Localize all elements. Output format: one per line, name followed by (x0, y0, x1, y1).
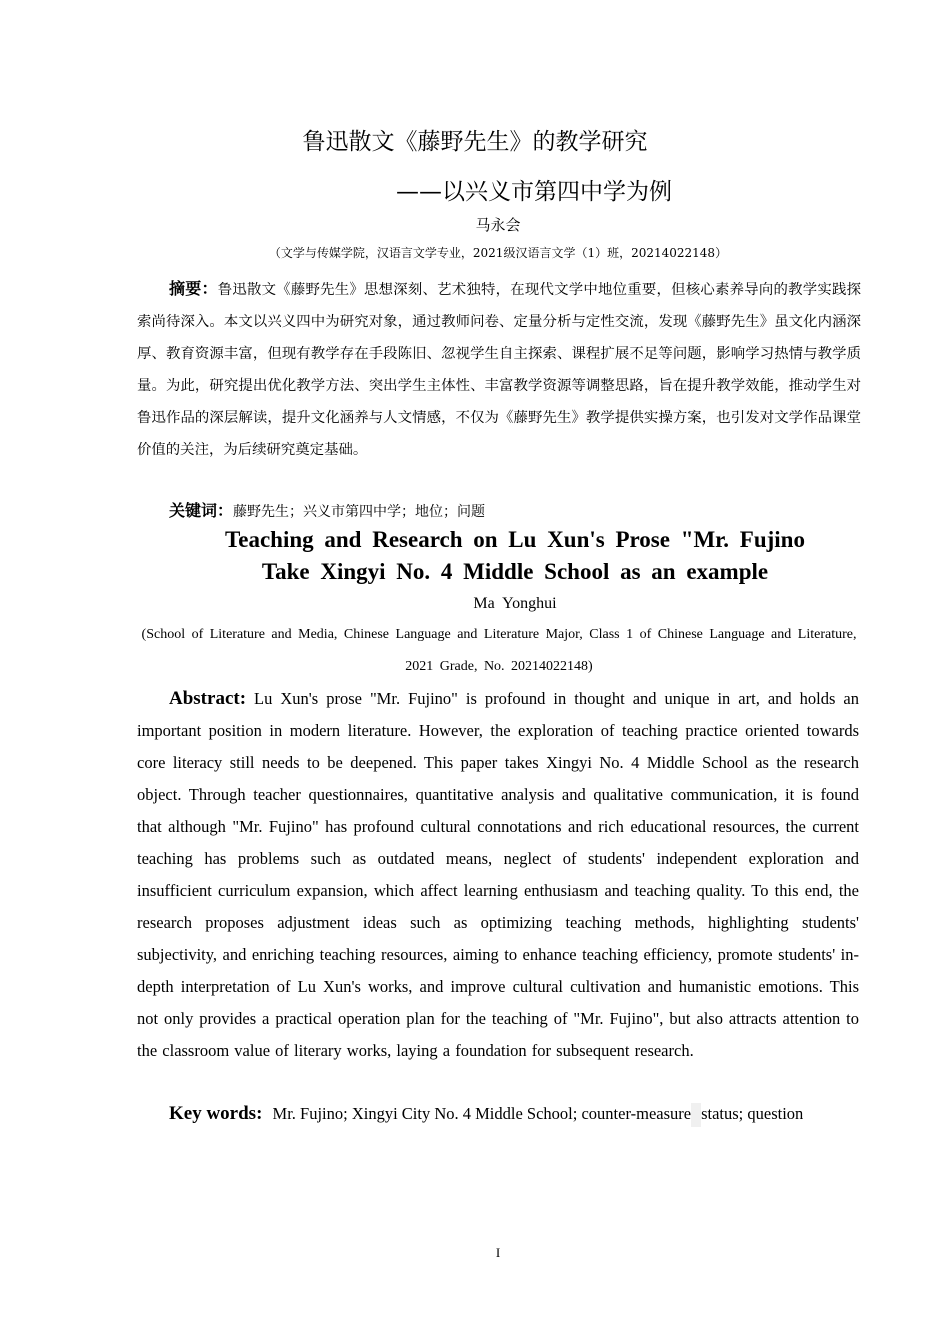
english-author: Ma Yonghui (473, 595, 557, 612)
chinese-keywords (169, 497, 869, 526)
english-title-line-2: Take Xingyi No. 4 Middle School as an example (261, 559, 769, 584)
english-abstract-text: Lu Xun's prose "Mr. Fujino" is profound in thought and unique in art, and holds an important position in modern literature. However, the exploration of teaching practice oriented towards core literacy still needs to be deepened. This paper takes Xingyi No. 4 Middle School as the research object. Through teacher questionnaires, quantitative analysis and qualitative communication, it is found that although "Mr. Fujino" has profound cultural connotations and rich educational resources, the current teaching has problems such as outdated means, neglect of students' independent exploration and insufficient curriculum expansion, which affect learning enthusiasm and teaching quality. To this end, the research proposes adjustment ideas such as optimizing teaching methods, highlighting students' subjectivity, and enriching teaching resources, aiming to enhance teaching efficiency, promote students' in-depth interpretation of Lu Xun's works, and improve cultural cultivation and humanistic emotions. This not only provides a practical operation plan for the teaching of "Mr. Fujino", but also attracts attention to the classroom value of literary works, laying a foundation for subsequent research. (137, 689, 859, 1060)
chinese-abstract (137, 273, 861, 466)
chinese-abstract-text: 鲁迅散文《藤野先生》思想深刻、艺术独特，在现代文学中地位重要，但核心素养导向的教学实践探索尚待深入。本文以兴义四中为研究对象，通过教师问卷、定量分析与定性交流，发现《藤野先生》虽文化内涵深厚、教育资源丰富，但现有教学存在手段陈旧、忽视学生自主探索、课程扩展不足等问题，影响学习热情与教学质量。为此，研究提出优化教学方法、突出学生主体性、丰富教学资源等调整思路，旨在提升教学效能，推动学生对鲁迅作品的深层解读，提升文化涵养与人文情感，不仅为《藤野先生》教学提供实操方案，也引发对文学作品课堂价值的关注，为后续研究奠定基础。 (137, 282, 861, 458)
chinese-title: 鲁迅散文《藤野先生》的教学研究 (302, 129, 648, 155)
chinese-subtitle: ——以兴义市第四中学为例 (396, 179, 672, 205)
chinese-keywords-text: 藤野先生；兴义市第四中学；地位；问题 (233, 504, 486, 520)
chinese-keywords-label: 关键词： (169, 501, 234, 520)
english-affiliation: (School of Literature and Media, Chinese Language and Literature Major, Class 1 of Chinese Language and Literature, 2021 Grade, No. 20214022148) (141, 627, 857, 674)
chinese-affiliation: （文学与传媒学院，汉语言文学专业，2021级汉语言文学（1）班，20214022148） (268, 246, 728, 260)
english-keywords-label: Key words: (169, 1103, 263, 1124)
english-abstract-label: Abstract: (169, 688, 247, 709)
english-keywords-text-2: status; question (701, 1104, 804, 1123)
chinese-author: 马永会 (475, 216, 521, 234)
text-gap-highlight (691, 1103, 701, 1127)
english-keywords (169, 1098, 869, 1130)
page-number: I (495, 1245, 501, 1260)
english-abstract (137, 683, 859, 1067)
chinese-abstract-label: 摘要： (169, 279, 218, 298)
english-title (0, 524, 950, 588)
english-title-line-1: Teaching and Research on Lu Xun's Prose "Mr. Fujino (225, 527, 805, 552)
english-keywords-text-1: Mr. Fujino; Xingyi City No. 4 Middle School; counter-measure (272, 1104, 692, 1123)
